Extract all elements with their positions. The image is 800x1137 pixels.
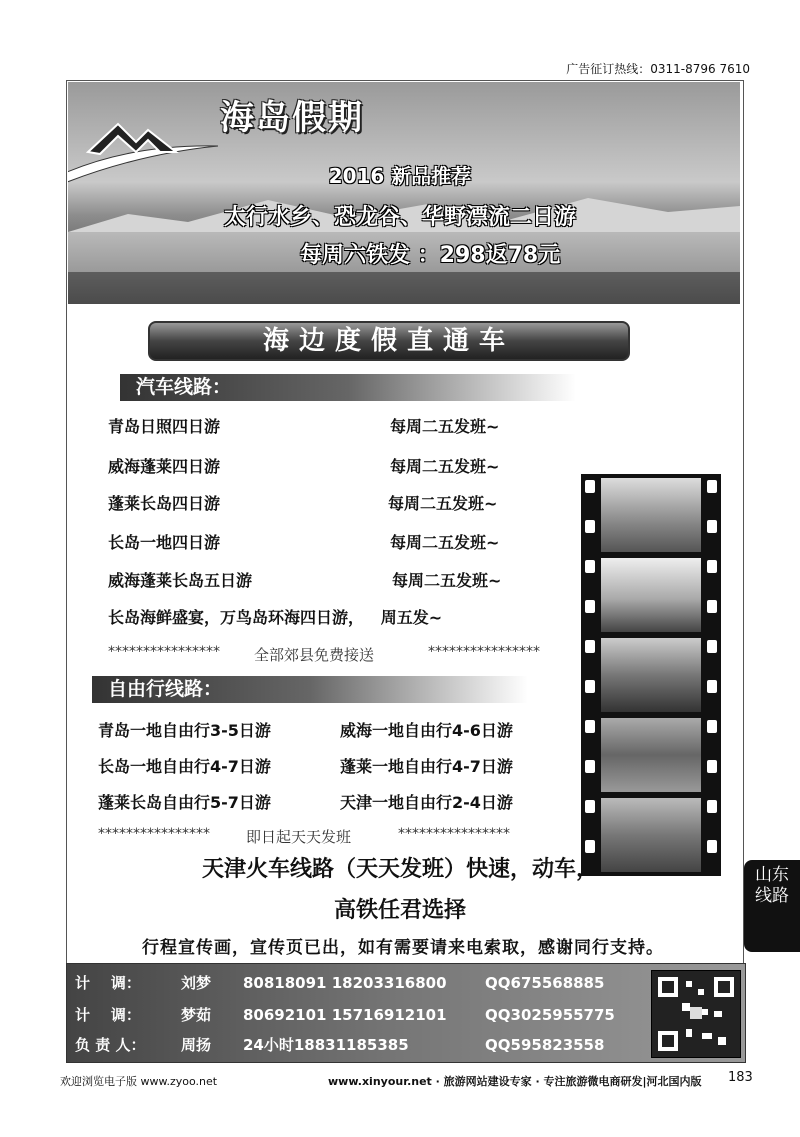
stars-divider: ****************	[398, 826, 510, 842]
contact-row	[75, 972, 604, 993]
bus-route-schedule: 每周二五发班~	[390, 457, 500, 476]
hero-photo	[68, 82, 740, 304]
contact-phones: 80692101 15716912101	[243, 1006, 447, 1024]
contact-name: 梦茹	[181, 1006, 212, 1024]
hero-subtitle: 2016 新品推荐	[328, 164, 472, 188]
bus-route-name: 蓬莱长岛四日游	[108, 494, 221, 513]
section-banner: 海边度假直通车	[148, 321, 630, 361]
free-routes-heading: 自由行线路：	[92, 676, 528, 703]
side-tab-line: 线路	[755, 886, 789, 906]
bus-route-name: 长岛一地四日游	[108, 533, 221, 552]
brand-title: 海岛假期	[220, 98, 364, 138]
contact-qq: QQ595823558	[485, 1036, 605, 1054]
bus-special-route: 长岛海鲜盛宴，万鸟岛环海四日游， 周五发~	[108, 608, 443, 627]
contact-qq: QQ675568885	[485, 974, 605, 992]
bus-route-name: 威海蓬莱四日游	[108, 457, 221, 476]
bus-route-schedule: 每周二五发班~	[390, 533, 500, 552]
bus-route-schedule: 每周二五发班~	[390, 417, 500, 436]
free-route: 长岛一地自由行4-7日游	[98, 757, 271, 776]
contact-row	[75, 1034, 604, 1055]
free-route: 蓬莱长岛自由行5-7日游	[98, 793, 271, 812]
contact-name: 刘梦	[181, 974, 212, 992]
free-route: 蓬莱一地自由行4-7日游	[340, 757, 513, 776]
ad-hotline: 广告征订热线：0311-8796 7610	[566, 62, 750, 76]
photo-church	[601, 638, 701, 712]
contact-qq: QQ3025955775	[485, 1006, 615, 1024]
stars-divider: ****************	[108, 644, 220, 660]
footer-right: www.xinyour.net · 旅游网站建设专家 · 专注旅游微电商研发|河北国内版	[328, 1075, 702, 1088]
contact-role: 计 调：	[75, 1006, 141, 1024]
tianjin-train-options: 高铁任君选择	[333, 897, 466, 923]
photo-seaside-pavilion	[601, 558, 701, 632]
bus-route-schedule: 每周二五发班~	[388, 494, 498, 513]
contact-phones: 80818091 18203316800	[243, 974, 447, 992]
film-strip-photos	[581, 474, 721, 876]
contact-panel	[66, 963, 746, 1063]
tianjin-train-line: 天津火车线路（天天发班）快速，动车，	[201, 856, 598, 882]
promo-text: 行程宣传画，宣传页已出，如有需要请来电索取，感谢同行支持。	[142, 938, 664, 958]
pickup-note: 全部郊县免费接送	[254, 646, 375, 664]
contact-role: 计 调：	[75, 974, 141, 992]
free-route: 威海一地自由行4-6日游	[340, 721, 513, 740]
contact-role: 负 责 人：	[75, 1036, 146, 1054]
bus-route-schedule: 每周二五发班~	[392, 571, 502, 590]
bus-routes-heading: 汽车线路：	[120, 374, 576, 401]
side-tab-line: 山东	[755, 865, 789, 885]
bus-route-name: 青岛日照四日游	[108, 417, 221, 436]
side-tab-shandong-routes[interactable]	[744, 860, 800, 952]
hero-price: 每周六铁发 ：298返78元	[300, 243, 561, 268]
daily-departure-note: 即日起天天发班	[246, 828, 352, 846]
bus-route-name: 威海蓬莱长岛五日游	[108, 571, 253, 590]
free-route: 青岛一地自由行3-5日游	[98, 721, 271, 740]
hero-route: 太行水乡、恐龙谷、华野漂流二日游	[223, 205, 576, 230]
photo-tower	[601, 478, 701, 552]
contact-row	[75, 1004, 615, 1025]
qr-code-icon	[651, 970, 741, 1058]
stars-divider: ****************	[98, 826, 210, 842]
stars-divider: ****************	[428, 644, 540, 660]
contact-phones: 24小时18831185385	[243, 1036, 409, 1054]
free-route: 天津一地自由行2-4日游	[340, 793, 513, 812]
page-number: 183	[728, 1070, 753, 1085]
photo-pebble-beach	[601, 718, 701, 792]
contact-name: 周扬	[181, 1036, 212, 1054]
footer-left: 欢迎浏览电子版 www.zyoo.net	[60, 1075, 218, 1088]
